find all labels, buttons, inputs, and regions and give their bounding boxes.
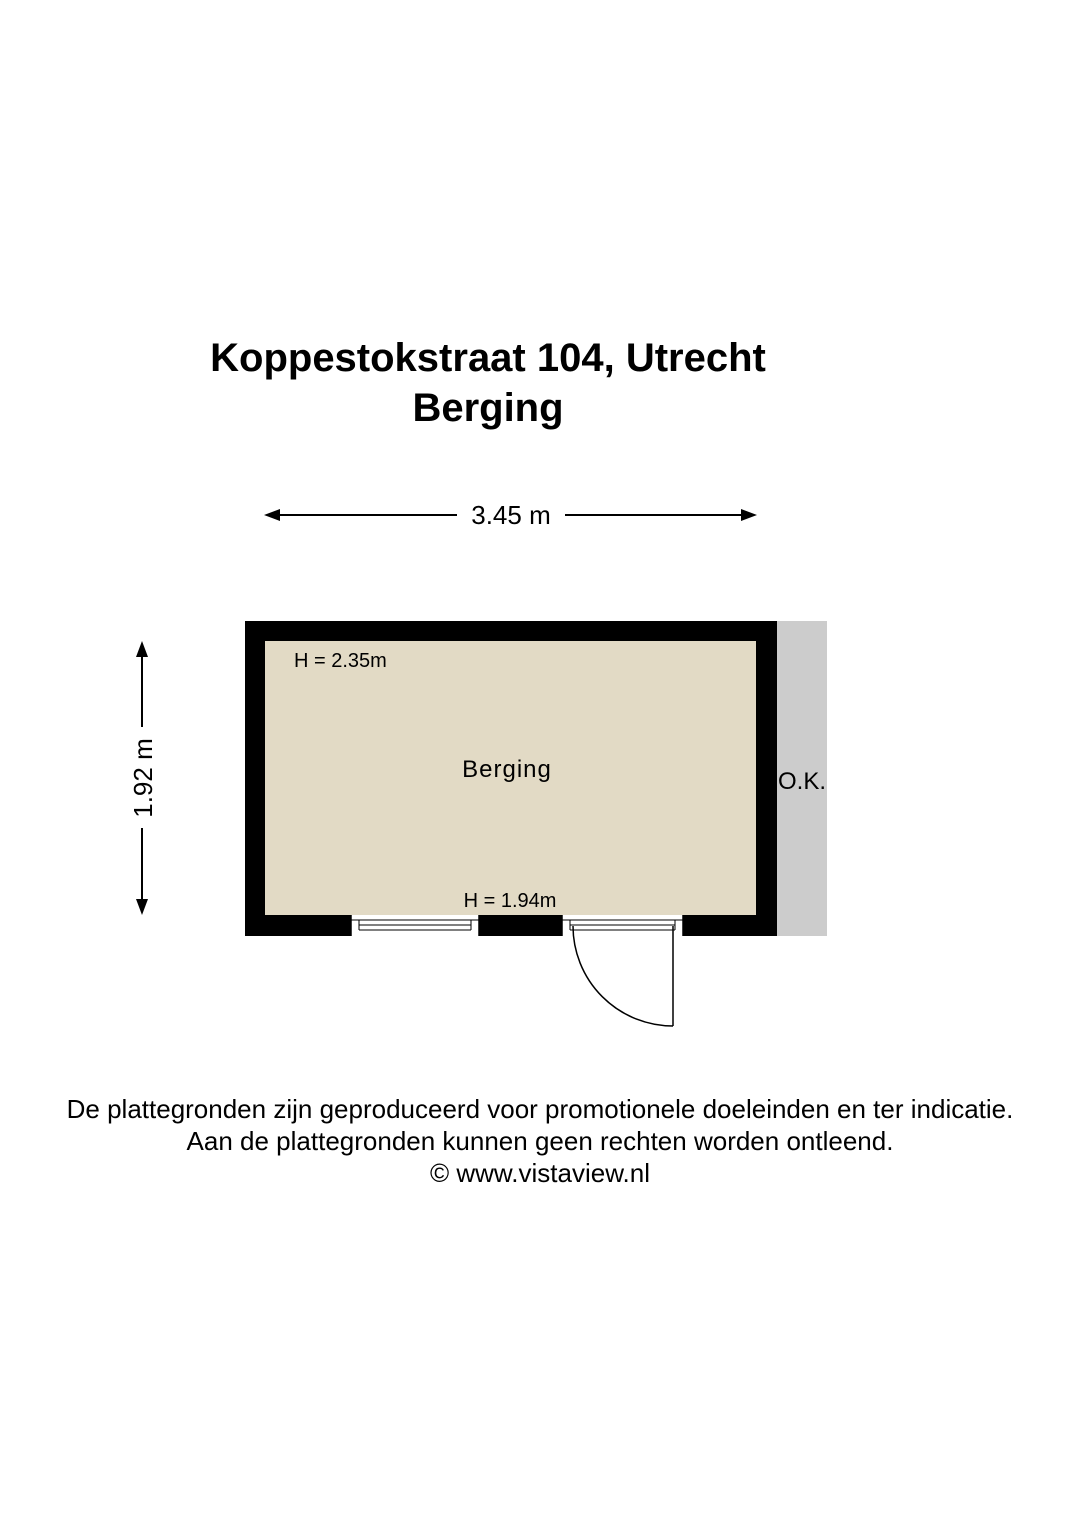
address-title: Koppestokstraat 104, Utrecht bbox=[210, 336, 766, 380]
copyright-line: © www.vistaview.nl bbox=[430, 1158, 650, 1188]
window bbox=[351, 915, 479, 936]
adjacent-area-label: O.K. bbox=[777, 768, 827, 795]
width-dimension bbox=[264, 500, 757, 530]
disclaimer-line-2: Aan de plattegronden kunnen geen rechten worden ontleend. bbox=[186, 1126, 894, 1156]
floor-title: Berging bbox=[412, 386, 564, 430]
door bbox=[562, 915, 683, 1026]
room-name-label: Berging bbox=[462, 756, 552, 783]
door-swing-arc bbox=[573, 926, 673, 1026]
room-height-label: H = 2.35m bbox=[294, 650, 387, 672]
disclaimer-line-1: De plattegronden zijn geproduceerd voor promotionele doeleinden en ter indicatie. bbox=[66, 1094, 1014, 1124]
opening-height-label: H = 1.94m bbox=[463, 890, 557, 912]
width-dimension-label: 3.45 m bbox=[471, 500, 551, 530]
depth-dimension-label: 1.92 m bbox=[128, 738, 158, 818]
depth-dimension bbox=[128, 641, 158, 915]
